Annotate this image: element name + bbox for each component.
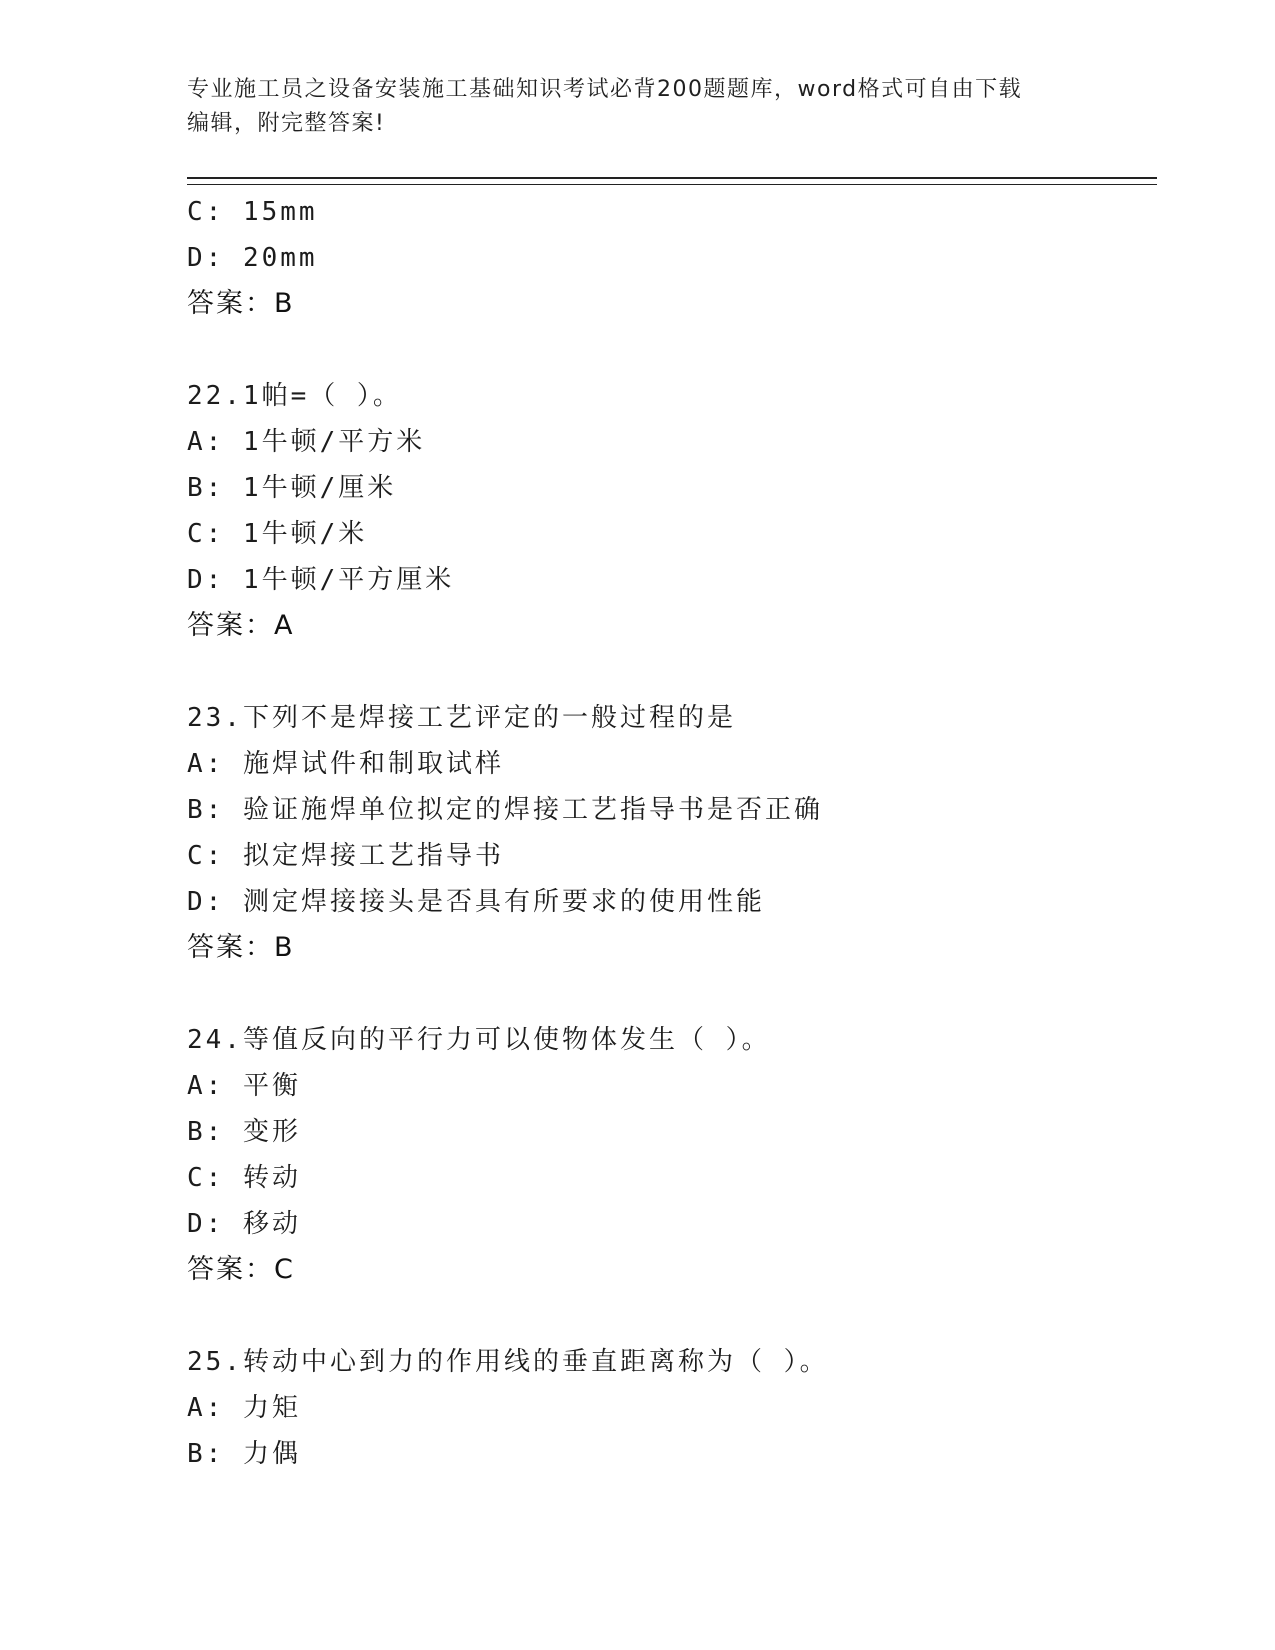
header-title-line-1: 专业施工员之设备安装施工基础知识考试必背200题题库，word格式可自由下载 (187, 77, 1023, 102)
option-c: C: 拟定焊接工艺指导书 (187, 841, 504, 871)
option-d: D: 1牛顿/平方厘米 (187, 565, 455, 595)
option-a: A: 力矩 (187, 1393, 301, 1423)
question-stem: 22.1帕=（ ）。 (187, 381, 402, 411)
option-a: A: 1牛顿/平方米 (187, 427, 426, 457)
option-a: A: 施焊试件和制取试样 (187, 749, 504, 779)
question-block-21-partial (187, 189, 1147, 327)
spacer (187, 971, 1147, 1017)
question-list (187, 189, 1147, 1477)
header-divider (187, 177, 1157, 185)
question-stem: 23.下列不是焊接工艺评定的一般过程的是 (187, 703, 736, 733)
option-b: B: 验证施焊单位拟定的焊接工艺指导书是否正确 (187, 795, 823, 825)
spacer (187, 327, 1147, 373)
question-stem: 24.等值反向的平行力可以使物体发生（ ）。 (187, 1025, 771, 1055)
option-c: C: 转动 (187, 1163, 301, 1193)
question-block-24 (187, 1017, 1147, 1293)
spacer (187, 649, 1147, 695)
question-block-25 (187, 1339, 1147, 1477)
option-d: D: 移动 (187, 1209, 301, 1239)
answer-line: 答案：C (187, 1254, 295, 1285)
option-d: D: 20mm (187, 243, 318, 273)
option-d: D: 测定焊接接头是否具有所要求的使用性能 (187, 887, 765, 917)
question-stem: 25.转动中心到力的作用线的垂直距离称为（ ）。 (187, 1347, 829, 1377)
option-b: B: 1牛顿/厘米 (187, 473, 397, 503)
option-a: A: 平衡 (187, 1071, 301, 1101)
question-block-22 (187, 373, 1147, 649)
option-b: B: 力偶 (187, 1439, 301, 1469)
option-c: C: 15mm (187, 197, 318, 227)
option-c: C: 1牛顿/米 (187, 519, 368, 549)
spacer (187, 1293, 1147, 1339)
answer-line: 答案：A (187, 610, 295, 641)
option-b: B: 变形 (187, 1117, 301, 1147)
document-header (187, 73, 1087, 141)
answer-line: 答案：B (187, 288, 295, 319)
header-title-line-2: 编辑，附完整答案! (187, 111, 386, 136)
answer-line: 答案：B (187, 932, 295, 963)
question-block-23 (187, 695, 1147, 971)
